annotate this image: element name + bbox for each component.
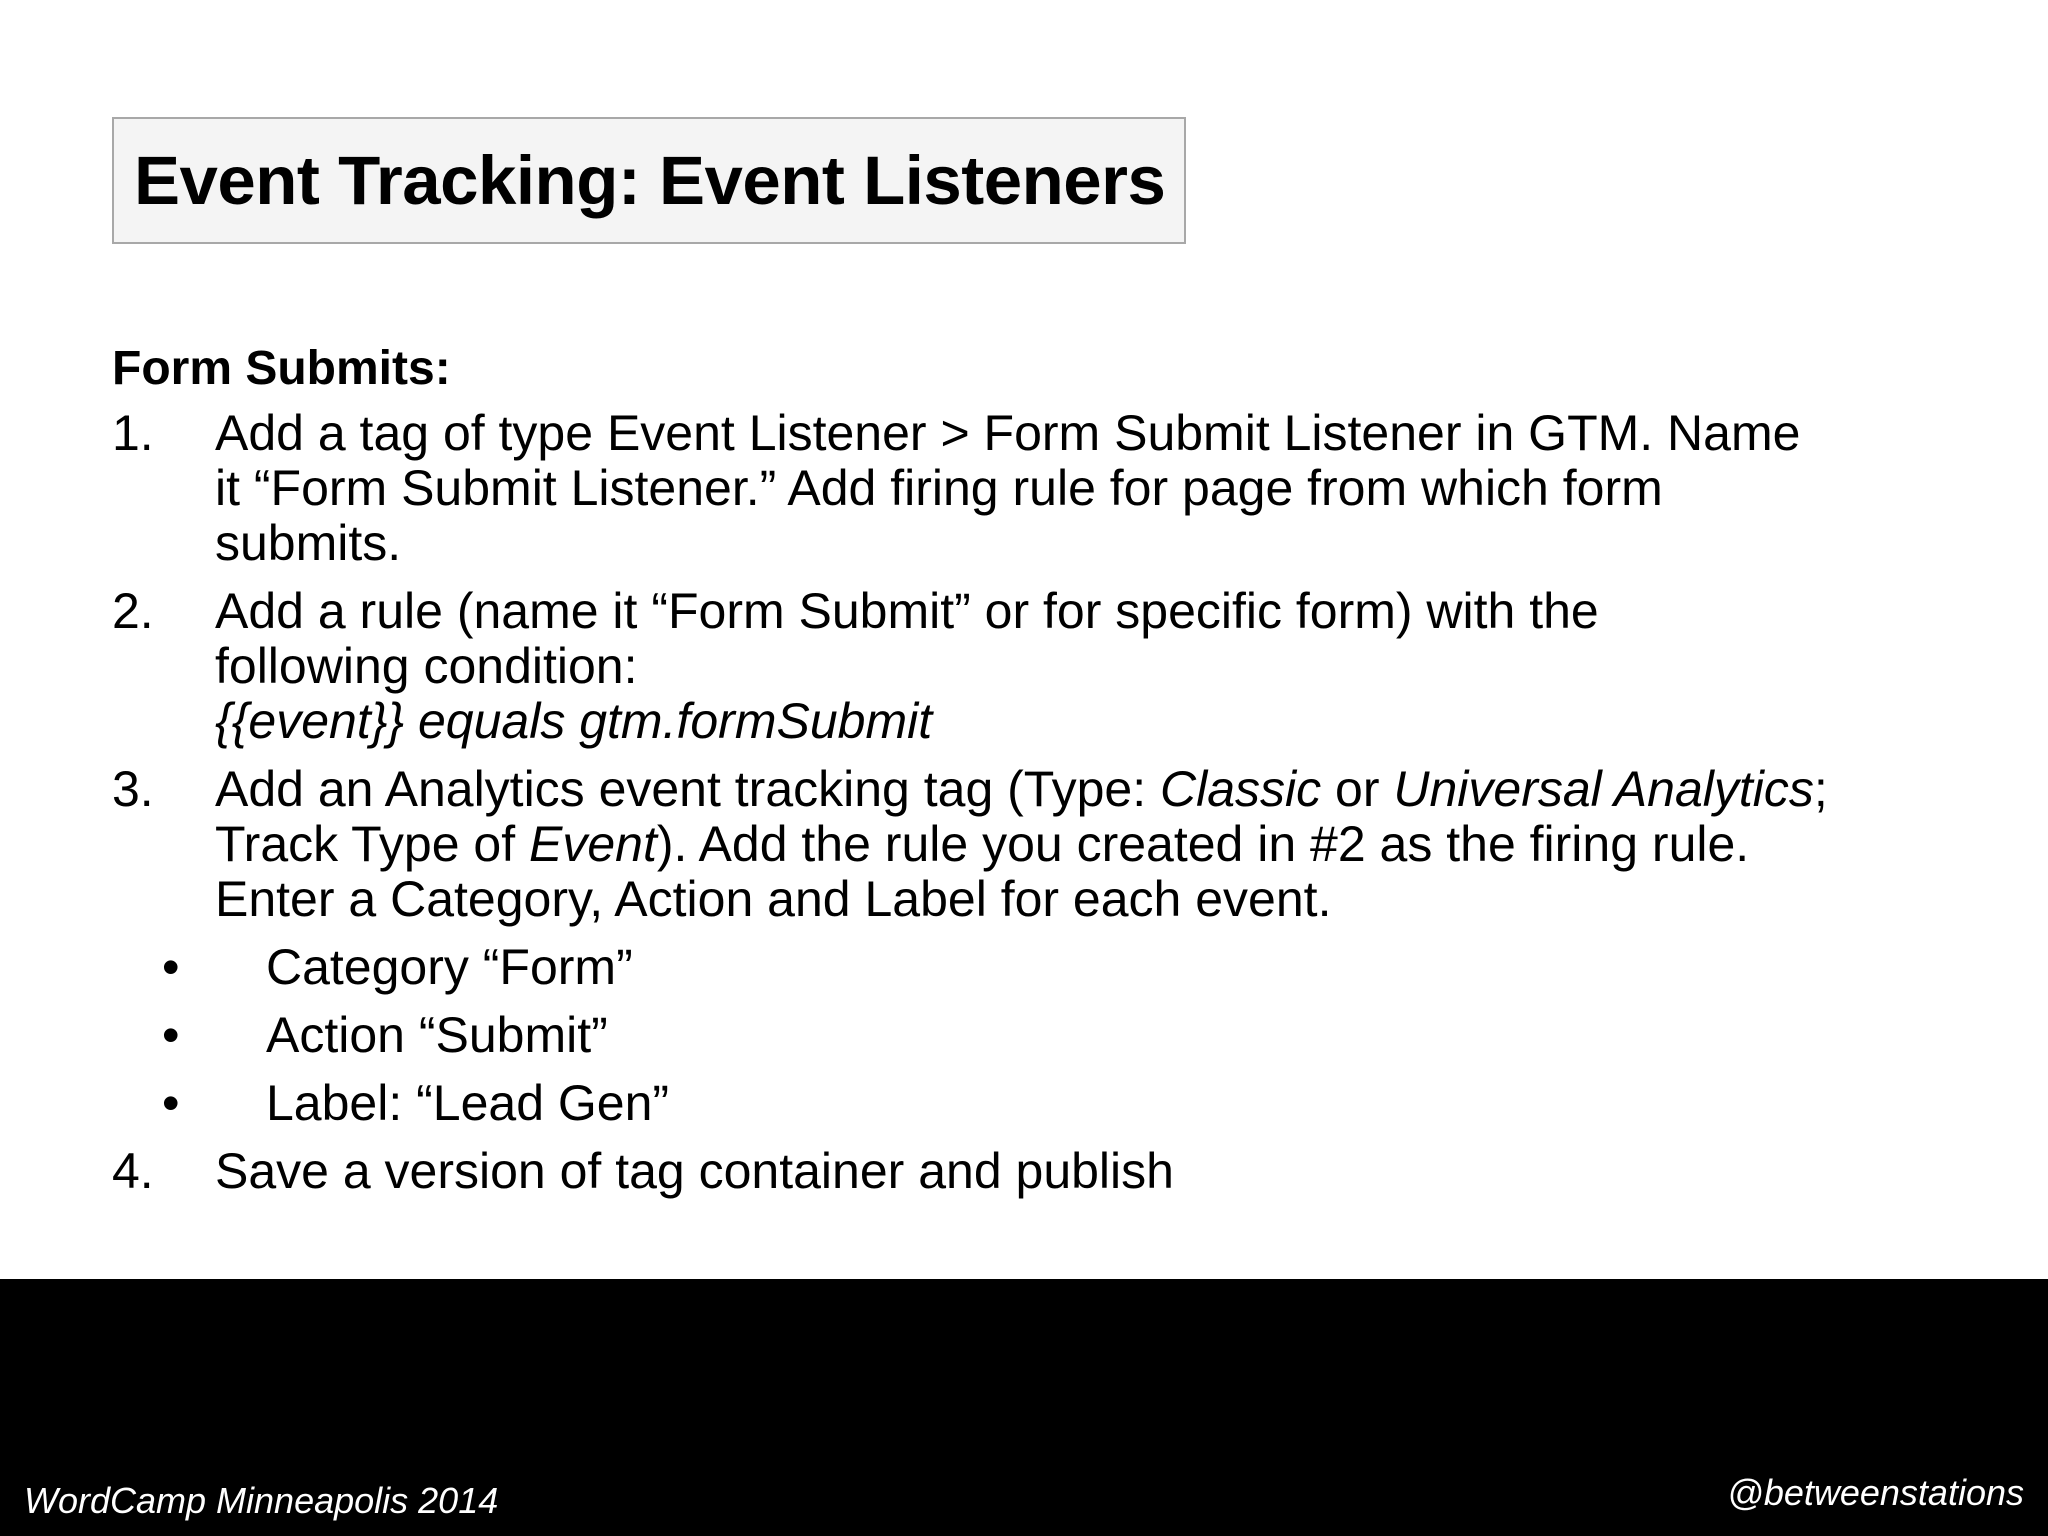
text-run-italic: Classic [1159, 761, 1322, 817]
step-line: submits. [215, 515, 402, 571]
step-number: 2. [112, 583, 154, 639]
bullet-text: Action “Submit” [266, 1007, 608, 1063]
text-run: Track Type of [215, 816, 530, 872]
step-line: it “Form Submit Listener.” Add firing rule for page from which form [215, 460, 1663, 516]
step-line: Add a tag of type Event Listener > Form Submit Listener in GTM. Name [215, 405, 1801, 461]
section-heading: Form Submits: [112, 342, 451, 395]
footer-event-name: WordCamp Minneapolis 2014 [24, 1480, 499, 1521]
text-run: Add an Analytics event tracking tag (Type: [215, 761, 1160, 817]
step-line [215, 817, 1962, 872]
bullet-item-action [112, 1008, 1962, 1063]
text-run: ; [1813, 761, 1828, 817]
bullet-icon: • [162, 1075, 180, 1131]
step-line: Add a rule (name it “Form Submit” or for specific form) with the [215, 583, 1599, 639]
slide-title: Event Tracking: Event Listeners [134, 142, 1166, 219]
text-run-italic: Universal Analytics [1393, 761, 1814, 817]
condition-code: {{event}} equals gtm.formSubmit [215, 693, 933, 749]
slide-content [112, 338, 1962, 1212]
bullet-item-label [112, 1076, 1962, 1131]
bullet-item-category [112, 940, 1962, 995]
bullet-text: Category “Form” [266, 939, 633, 995]
bullet-icon: • [162, 1007, 180, 1063]
step-4 [112, 1144, 1962, 1199]
step-number: 3. [112, 761, 154, 817]
bullet-text: Label: “Lead Gen” [266, 1075, 670, 1131]
step-number: 1. [112, 405, 154, 461]
text-run: ). Add the rule you created in #2 as the firing rule. [656, 816, 1750, 872]
slide-title-box [112, 117, 1186, 244]
step-line: Save a version of tag container and publish [215, 1143, 1174, 1199]
step-3 [112, 762, 1962, 927]
step-1 [112, 406, 1962, 571]
step-line: following condition: [215, 638, 638, 694]
footer-twitter-handle: @betweenstations [1727, 1472, 2024, 1513]
text-run-italic: Event [529, 816, 657, 872]
step-2 [112, 584, 1962, 749]
footer-bar [0, 1279, 2048, 1536]
text-run: or [1321, 761, 1394, 817]
step-number: 4. [112, 1143, 154, 1199]
bullet-icon: • [162, 939, 180, 995]
step-line [215, 762, 1962, 817]
step-line: Enter a Category, Action and Label for each event. [215, 871, 1332, 927]
